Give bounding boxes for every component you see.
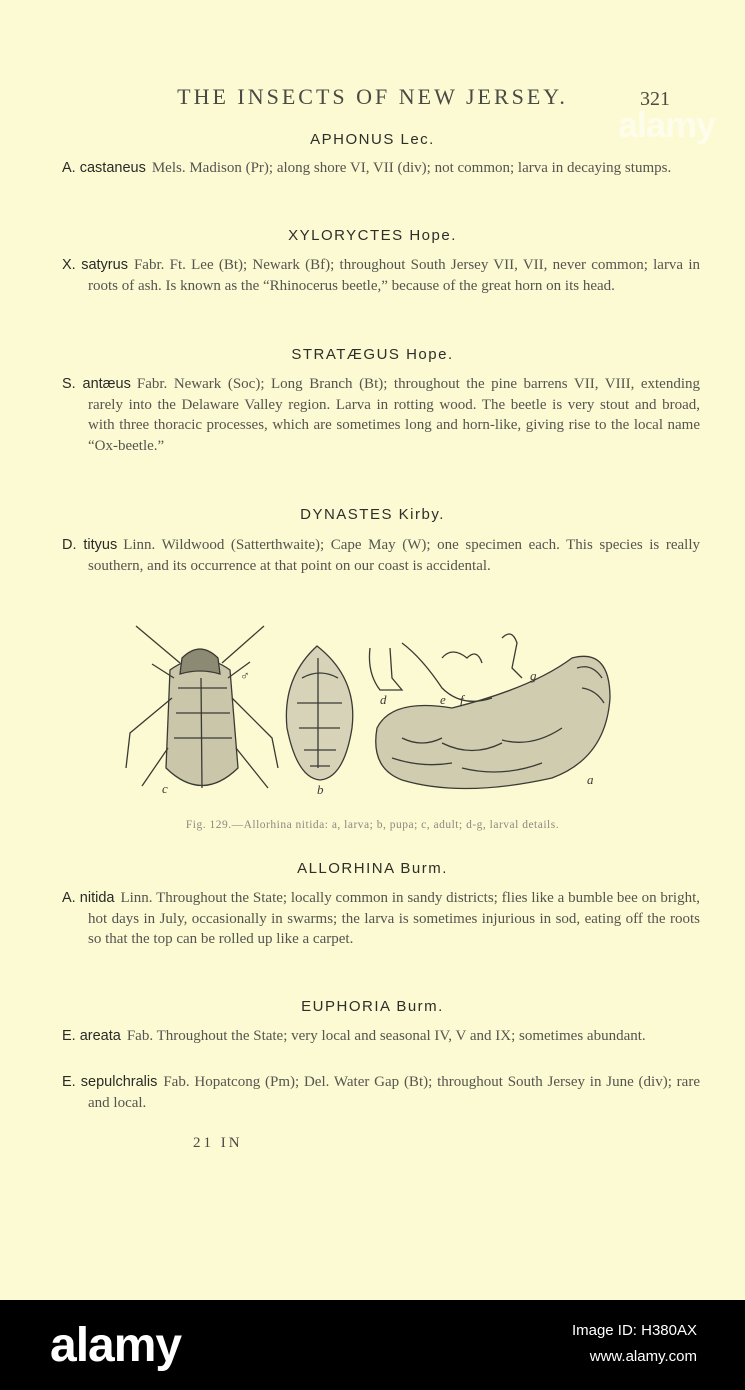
page-number: 321: [640, 88, 670, 110]
species-entry-tityus: [62, 535, 700, 576]
genus-heading-aphonus: APHONUS Lec.: [310, 131, 435, 148]
species-name: A. castaneus: [62, 160, 146, 176]
figure-label-c: c: [162, 781, 168, 796]
signature-mark: 21 IN: [193, 1135, 243, 1151]
larval-detail-d: [369, 648, 402, 690]
figure-label-a: a: [587, 772, 594, 787]
species-text: Fabr. Newark (Soc); Long Branch (Bt); throughout the pine barrens VII, VIII, extending rarely into the Delaware Valley region. Larva in rotting wood. The beetle is very stout and broad, with three thoracic processes, which are sometimes long and horn-like, giving rise to the local name “Ox-beetle.”: [88, 376, 700, 454]
species-text: Linn. Wildwood (Satterthwaite); Cape May (W); one specimen each. This species is really southern, and its occurrence at that point on our coast is accidental.: [88, 537, 700, 574]
species-entry-castaneus: [62, 158, 700, 179]
species-name: D. tityus: [62, 537, 118, 553]
larval-detail-g: [502, 634, 522, 678]
species-entry-antaeus: [62, 374, 700, 456]
figure-label-e: e: [440, 692, 446, 707]
larval-detail-e-f: [402, 643, 492, 701]
beetle-engraving: [122, 618, 622, 806]
species-name: E. sepulchralis: [62, 1074, 158, 1090]
species-entry-nitida: [62, 888, 700, 950]
genus-heading-xyloryctes: XYLORYCTES Hope.: [288, 227, 457, 244]
species-name: A. nitida: [62, 890, 115, 906]
figure-label-b: b: [317, 782, 324, 797]
watermark: alamy: [617, 104, 715, 145]
species-name: E. areata: [62, 1028, 121, 1044]
stock-banner: [0, 1300, 745, 1390]
alamy-logo: alamy: [50, 1319, 182, 1372]
larva: [376, 656, 610, 788]
genus-heading-dynastes: DYNASTES Kirby.: [300, 506, 445, 523]
species-name: S. antæus: [62, 376, 131, 392]
species-text: Linn. Throughout the State; locally common in sandy districts; flies like a bumble bee on bright, hot days in July, occasionally in swarms; the larva is sometimes injurious in sod, eating off the roots so that the top can be rolled up like a carpet.: [88, 890, 700, 947]
figure-label-g: g: [530, 668, 537, 683]
figure-label-male: ♂: [240, 668, 250, 683]
figure-allorhina-illustration: [122, 618, 622, 806]
species-text: Fab. Throughout the State; very local and seasonal IV, V and IX; sometimes abundant.: [126, 1028, 646, 1044]
species-entry-areata: [62, 1026, 700, 1047]
species-text: Fab. Hopatcong (Pm); Del. Water Gap (Bt); throughout South Jersey in June (div); rare and local.: [88, 1074, 700, 1111]
species-name: X. satyrus: [62, 257, 128, 273]
genus-heading-strataegus: STRATÆGUS Hope.: [291, 346, 454, 363]
figure-label-d: d: [380, 692, 387, 707]
species-entry-satyrus: [62, 255, 700, 296]
banner-url: www.alamy.com: [589, 1348, 697, 1365]
image-id: Image ID: H380AX: [571, 1322, 697, 1339]
species-text: Fabr. Ft. Lee (Bt); Newark (Bf); throughout South Jersey VII, VII, never common; larva in roots of ash. Is known as the “Rhinocerus beetle,” because of the great horn on its head.: [88, 257, 701, 294]
pupa: [286, 646, 352, 780]
running-head: THE INSECTS OF NEW JERSEY.: [177, 84, 568, 109]
species-text: Mels. Madison (Pr); along shore VI, VII (div); not common; larva in decaying stumps.: [151, 160, 672, 176]
species-entry-sepulchralis: [62, 1072, 700, 1113]
genus-heading-euphoria: EUPHORIA Burm.: [301, 998, 444, 1015]
figure-label-f: f: [460, 692, 464, 707]
figure-caption: Fig. 129.—Allorhina nitida: a, larva; b, pupa; c, adult; d-g, larval details.: [185, 819, 560, 831]
genus-heading-allorhina: ALLORHINA Burm.: [297, 860, 448, 877]
